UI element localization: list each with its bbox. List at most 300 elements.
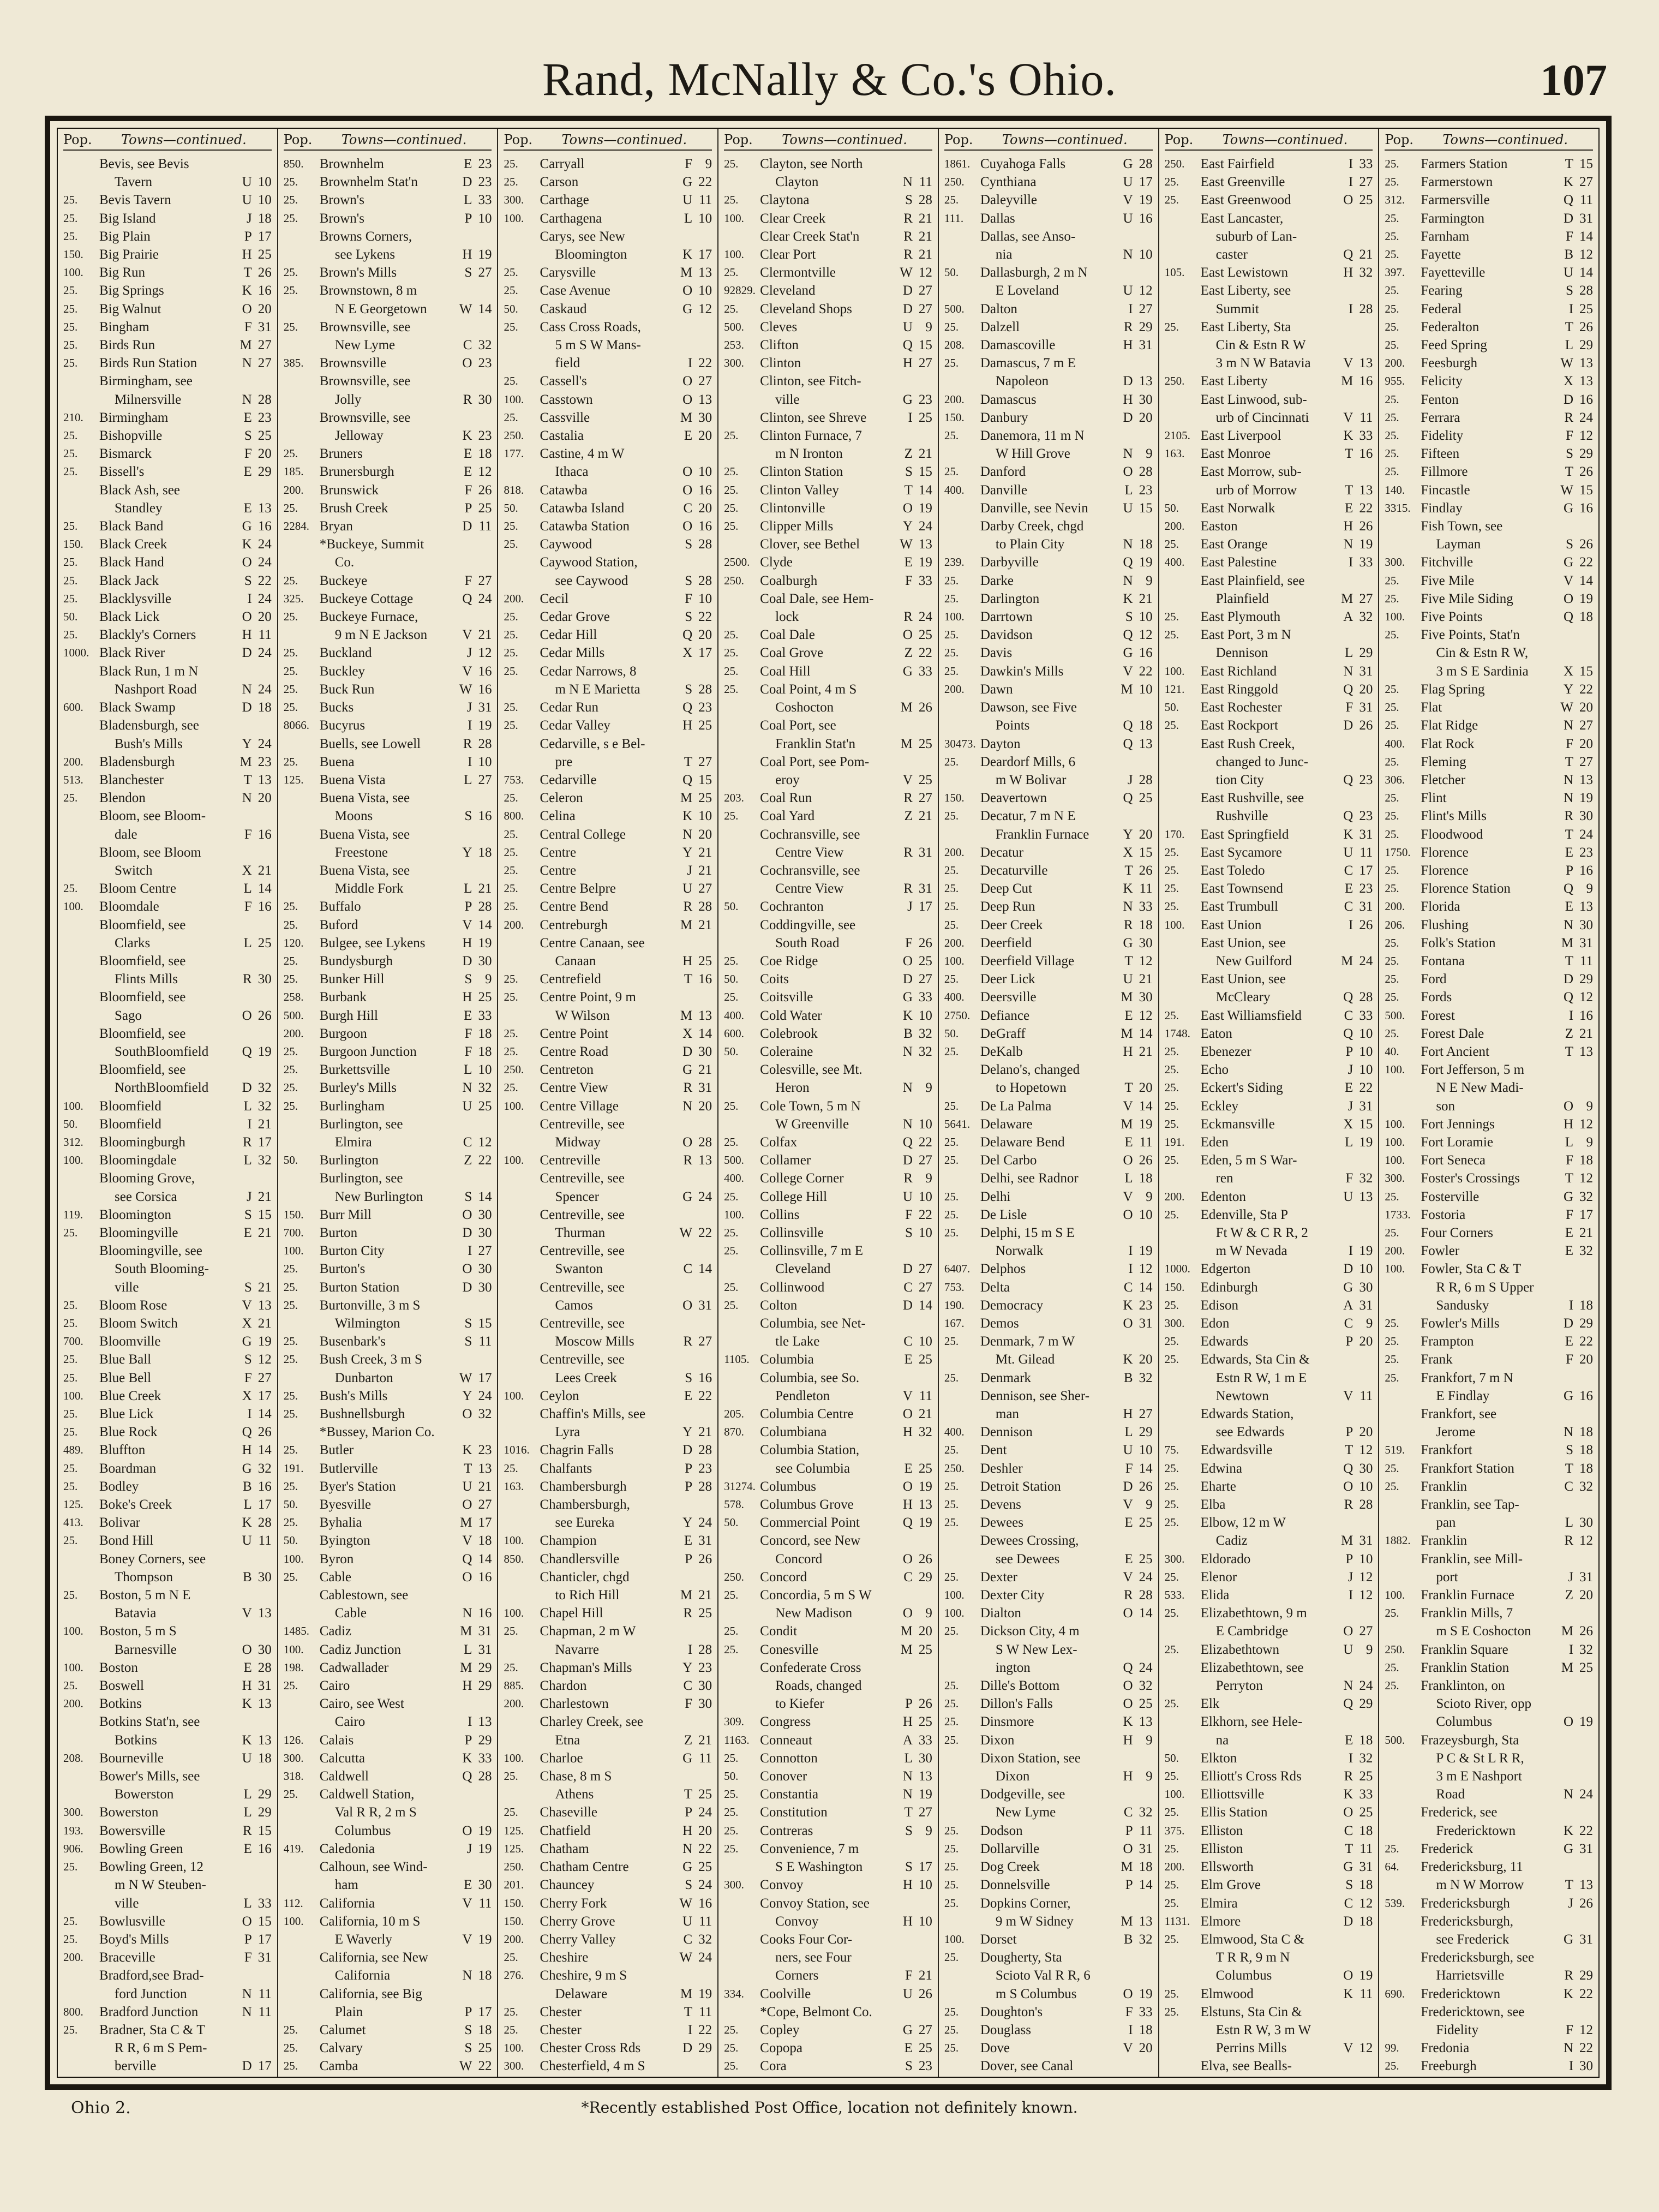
index-entry	[63, 590, 272, 608]
entry-grid-number: 16	[698, 972, 712, 987]
entry-grid-number	[472, 1350, 492, 1368]
entry-grid-letter	[676, 1496, 692, 1514]
entry-grid-letter: H	[1123, 1044, 1133, 1059]
entry-population: 1861.	[944, 157, 971, 170]
entry-population	[724, 372, 760, 390]
entry-grid-number: 33	[1359, 555, 1373, 570]
entry-grid-number: 26	[257, 1425, 272, 1440]
entry-grid-letter: K	[1343, 827, 1353, 842]
entry-grid-letter: C	[1344, 1008, 1353, 1023]
entry-population: 25.	[63, 2023, 78, 2036]
entry-population	[944, 1387, 980, 1405]
entry-name: Bulgee, see Lykens	[319, 935, 426, 950]
index-entry	[944, 300, 1153, 318]
entry-population	[63, 916, 99, 934]
index-entry	[504, 880, 712, 898]
index-entry	[724, 771, 932, 789]
entry-population: 50.	[63, 1117, 78, 1131]
entry-name: Blue Bell	[99, 1370, 152, 1385]
entry-grid-letter: N	[1123, 537, 1133, 552]
index-entry	[63, 264, 272, 282]
entry-name: East Palestine	[1200, 555, 1277, 570]
index-entry	[63, 1713, 272, 1731]
entry-grid-letter: W	[679, 1896, 693, 1911]
entry-name: Bradford,see Brad-	[99, 1968, 204, 1983]
index-entry	[1165, 1948, 1373, 1966]
index-entry	[1165, 988, 1373, 1006]
entry-grid-letter: I	[1348, 555, 1353, 570]
index-entry	[724, 1568, 932, 1586]
entry-population	[63, 1731, 99, 1749]
index-entry	[504, 807, 712, 825]
entry-grid-number: 27	[1359, 1624, 1373, 1639]
index-entry	[1165, 336, 1373, 354]
entry-grid-letter: K	[682, 247, 693, 262]
index-entry	[724, 1332, 932, 1350]
entry-grid-number: 13	[1139, 1914, 1153, 1929]
entry-grid-letter: F	[464, 1026, 472, 1041]
entry-name: Echo	[1200, 1062, 1229, 1078]
entry-name: Chase, 8 m S	[540, 1769, 612, 1784]
entry-grid-number: 24	[1139, 1660, 1153, 1675]
entry-population	[63, 1242, 99, 1260]
entry-grid-letter: D	[1343, 1262, 1353, 1277]
entry-population: 100.	[944, 1588, 965, 1602]
entry-grid-letter: O	[1343, 1805, 1353, 1820]
entry-population	[724, 445, 760, 463]
entry-population: 25.	[504, 266, 518, 279]
entry-grid-letter	[676, 318, 692, 336]
entry-grid-number: 25	[1139, 791, 1153, 806]
entry-name: Birds Run Station	[99, 356, 197, 371]
entry-grid-number: 28	[698, 899, 712, 914]
entry-grid-letter	[236, 716, 252, 734]
entry-grid-letter: H	[1343, 519, 1353, 534]
entry-grid-letter: M	[680, 791, 693, 806]
entry-population: 513.	[63, 773, 83, 786]
entry-grid-number: 20	[698, 627, 712, 643]
entry-name: see Lykens	[334, 247, 396, 262]
entry-name: Deep Cut	[980, 881, 1032, 896]
entry-grid-letter: T	[684, 2004, 693, 2019]
index-entry	[1165, 264, 1373, 282]
entry-grid-letter: P	[464, 899, 472, 914]
entry-name: Eharte	[1200, 1479, 1236, 1494]
index-entry	[944, 1206, 1153, 1224]
entry-grid-letter: T	[1345, 482, 1353, 498]
entry-name: Bruners	[319, 446, 363, 462]
index-entry	[1385, 264, 1593, 282]
entry-name: Bladensburgh, see	[99, 718, 199, 733]
entry-grid-letter	[236, 844, 252, 862]
entry-grid-letter: C	[903, 1334, 913, 1349]
entry-grid-number: 10	[918, 1225, 932, 1240]
entry-grid-number	[252, 1622, 272, 1640]
entry-population	[504, 1350, 540, 1368]
entry-grid-number: 12	[1359, 1569, 1373, 1585]
entry-name: Connotton	[760, 1750, 818, 1766]
entry-name: Brown's	[319, 193, 365, 208]
index-entry	[63, 572, 272, 590]
entry-name: Fearing	[1421, 283, 1463, 298]
entry-grid-number: 30	[698, 1696, 712, 1712]
entry-grid-number: 18	[478, 1533, 492, 1549]
index-entry	[284, 934, 492, 952]
entry-population	[504, 1496, 540, 1514]
entry-grid-letter: T	[684, 1787, 693, 1802]
entry-grid-letter: C	[683, 1932, 693, 1947]
entry-grid-letter: O	[462, 1823, 472, 1838]
entry-grid-letter: K	[1343, 428, 1353, 444]
entry-grid-letter: H	[1123, 338, 1133, 353]
entry-population	[1165, 789, 1201, 807]
entry-name: Newtown	[1215, 1388, 1269, 1403]
entry-grid-letter: P	[1125, 1878, 1133, 1893]
entry-grid-number: 10	[478, 754, 492, 769]
entry-grid-number	[913, 372, 932, 390]
entry-name: Ceylon	[540, 1388, 579, 1403]
entry-grid-number: 28	[698, 537, 712, 552]
entry-name: m S Columbus	[995, 1986, 1077, 2001]
entry-name: Clifton	[760, 338, 799, 353]
entry-grid-number: 16	[478, 663, 492, 679]
entry-grid-letter: O	[462, 1497, 472, 1512]
entry-population: 25.	[283, 954, 298, 967]
entry-name: Dunbarton	[334, 1370, 393, 1385]
entry-grid-number: 14	[257, 881, 272, 896]
entry-grid-letter: T	[1124, 1080, 1133, 1096]
entry-grid-number	[1133, 807, 1153, 825]
entry-grid-letter: K	[1123, 591, 1133, 606]
entry-name: Dewees Crossing,	[980, 1533, 1079, 1549]
entry-population: 2105.	[1164, 429, 1190, 443]
entry-name: Rushville	[1215, 809, 1268, 824]
index-entry	[944, 916, 1153, 934]
entry-grid-letter	[1117, 517, 1133, 535]
index-entry	[1165, 644, 1373, 662]
entry-grid-letter: J	[466, 645, 472, 661]
index-entry	[284, 1622, 492, 1640]
entry-name: Botkins	[115, 1732, 157, 1748]
entry-grid-number: 14	[257, 1443, 272, 1458]
entry-population: 400.	[944, 990, 965, 1004]
index-entry	[63, 191, 272, 209]
entry-name: Elliottsville	[1200, 1787, 1265, 1802]
entry-grid-number: 14	[698, 1026, 712, 1041]
entry-name: Clinton Furnace, 7	[760, 428, 862, 444]
entry-grid-number	[472, 789, 492, 807]
entry-grid-number	[692, 1405, 712, 1423]
entry-grid-number: 26	[1359, 519, 1373, 534]
index-entry	[1165, 1749, 1373, 1767]
entry-grid-letter	[896, 1948, 913, 1966]
index-entry	[504, 608, 712, 626]
entry-population	[284, 862, 320, 880]
entry-grid-number: 26	[698, 1551, 712, 1567]
entry-population: 150.	[63, 537, 83, 551]
entry-name: eroy	[775, 772, 800, 787]
entry-population	[724, 1387, 760, 1405]
entry-grid-number	[1133, 1966, 1153, 1984]
entry-population: 25.	[283, 755, 298, 768]
entry-population	[284, 1858, 320, 1876]
entry-grid-number	[913, 716, 932, 734]
index-entry	[944, 735, 1153, 753]
index-entry	[944, 1423, 1153, 1441]
entry-grid-number: 13	[478, 1714, 492, 1730]
entry-grid-letter: K	[462, 1443, 472, 1458]
index-entry	[1165, 716, 1373, 734]
entry-population: 25.	[63, 320, 78, 333]
index-entry	[504, 952, 712, 970]
entry-grid-letter	[1117, 354, 1133, 372]
index-entry	[724, 1423, 932, 1441]
column-header	[724, 132, 932, 151]
entry-grid-number: 16	[698, 482, 712, 498]
entry-grid-letter: Q	[1123, 718, 1133, 733]
index-entry	[63, 898, 272, 916]
entry-population: 250.	[944, 175, 965, 189]
entry-grid-letter	[896, 1061, 913, 1079]
entry-name: Centreville, see	[540, 1316, 625, 1331]
entry-population: 700.	[283, 1225, 304, 1239]
entry-grid-number	[913, 1369, 932, 1387]
entry-population	[1165, 1966, 1201, 1984]
entry-name: Case Avenue	[540, 283, 610, 298]
entry-grid-number: 11	[478, 519, 492, 534]
entry-grid-number	[1353, 753, 1373, 771]
entry-name: ham	[334, 1878, 358, 1893]
index-entry	[284, 1677, 492, 1695]
entry-population	[1165, 952, 1201, 970]
entry-grid-number: 9	[925, 1823, 932, 1838]
entry-grid-letter: D	[1123, 374, 1133, 389]
entry-population: 25.	[1164, 1117, 1179, 1131]
entry-population: 533.	[1164, 1588, 1185, 1602]
entry-grid-letter: X	[1343, 1116, 1353, 1132]
entry-name: Chanticler, chgd	[540, 1569, 630, 1585]
entry-name: Napoleon	[995, 374, 1049, 389]
entry-name: Cairo, see West	[319, 1696, 404, 1712]
entry-grid-number	[692, 1314, 712, 1332]
entry-grid-letter: O	[242, 1914, 252, 1929]
entry-population	[284, 1188, 320, 1206]
entry-name: Bloomfield, see	[99, 1062, 186, 1078]
entry-grid-letter	[896, 1894, 913, 1912]
entry-grid-letter: G	[1123, 935, 1133, 950]
entry-name: Freestone	[334, 845, 388, 860]
entry-population: 200.	[63, 1697, 83, 1711]
index-entry	[944, 1803, 1153, 1821]
entry-population	[724, 608, 760, 626]
entry-population: 800.	[504, 809, 524, 823]
entry-population: 25.	[504, 827, 518, 841]
entry-name: Bolivar	[99, 1515, 140, 1531]
entry-name: Big Springs	[99, 283, 164, 298]
entry-population: 100.	[724, 248, 744, 261]
entry-grid-number: 21	[918, 1407, 932, 1422]
entry-name: Braceville	[99, 1950, 155, 1965]
entry-grid-number	[1353, 228, 1373, 246]
index-entry	[944, 1659, 1153, 1677]
entry-grid-letter: Y	[682, 845, 693, 860]
entry-population: 2500.	[724, 555, 750, 569]
index-entry	[63, 716, 272, 734]
entry-grid-number: 21	[1139, 1044, 1153, 1059]
entry-name: Sago	[115, 1008, 142, 1023]
entry-name: Centreville, see	[540, 1243, 625, 1259]
entry-grid-number: 23	[478, 175, 492, 190]
index-entry	[724, 572, 932, 590]
entry-grid-letter: O	[1123, 1696, 1133, 1712]
entry-grid-number: 19	[478, 1823, 492, 1838]
entry-grid-number: 25	[257, 935, 272, 950]
index-entry	[944, 662, 1153, 680]
index-entry	[504, 1749, 712, 1767]
entry-population: 150.	[504, 1914, 524, 1928]
column-header-pop: Pop.	[283, 132, 313, 147]
entry-grid-number: 18	[478, 446, 492, 462]
index-entry	[724, 880, 932, 898]
entry-population: 100.	[63, 1389, 83, 1402]
index-entry	[724, 1677, 932, 1695]
entry-population: 100.	[283, 1552, 304, 1565]
entry-grid-letter: M	[460, 1515, 472, 1531]
entry-name: Cedarville	[540, 772, 597, 787]
entry-grid-number: 13	[1359, 356, 1373, 371]
index-entry	[63, 698, 272, 716]
index-entry	[284, 191, 492, 209]
entry-population	[944, 372, 980, 390]
index-entry	[724, 608, 932, 626]
entry-name: Centre Village	[540, 1098, 619, 1114]
index-entry	[284, 354, 492, 372]
entry-name: DeKalb	[980, 1044, 1023, 1059]
entry-population	[63, 1785, 99, 1803]
entry-grid-letter: S	[685, 1370, 693, 1385]
index-entry	[504, 336, 712, 354]
entry-grid-letter: I	[468, 718, 472, 733]
entry-grid-number: 9	[1146, 573, 1153, 588]
entry-population: 25.	[63, 356, 78, 370]
entry-grid-number: 10	[918, 1189, 932, 1204]
entry-grid-letter	[896, 590, 913, 608]
entry-name: Elbow, 12 m W	[1200, 1515, 1286, 1531]
index-entry	[63, 626, 272, 644]
entry-grid-number: 17	[257, 2059, 272, 2074]
entry-grid-letter: E	[243, 410, 252, 425]
entry-grid-letter: L	[464, 772, 472, 787]
entry-name: Cable	[334, 1606, 367, 1621]
index-entry	[724, 898, 932, 916]
entry-grid-letter: S	[685, 1878, 693, 1893]
entry-population	[944, 1532, 980, 1550]
entry-name: Castalia	[540, 428, 584, 444]
entry-grid-number	[252, 952, 272, 970]
entry-grid-number: 27	[918, 1262, 932, 1277]
entry-grid-letter: N	[462, 1968, 472, 1983]
entry-grid-letter: D	[902, 972, 913, 987]
entry-population: 200.	[283, 1026, 304, 1040]
index-entry	[284, 427, 492, 445]
entry-population: 25.	[63, 284, 78, 297]
entry-name: Dalton	[980, 301, 1017, 316]
entry-grid-number: 31	[478, 1624, 492, 1639]
entry-name: Edenton	[1200, 1189, 1246, 1204]
entry-name: Colesville, see Mt.	[760, 1062, 863, 1078]
entry-grid-letter: R	[903, 791, 913, 806]
entry-grid-number: 31	[478, 700, 492, 715]
entry-name: Cassell's	[540, 374, 587, 389]
entry-name: Deerfield	[980, 935, 1032, 950]
index-entry	[63, 1659, 272, 1677]
entry-grid-letter: V	[1343, 410, 1353, 425]
entry-grid-letter	[456, 1912, 472, 1930]
entry-grid-letter: L	[904, 1750, 913, 1766]
entry-grid-letter	[1117, 698, 1133, 716]
entry-name: Big Walnut	[99, 301, 161, 316]
entry-grid-letter: N	[902, 1769, 913, 1784]
entry-name: Caskaud	[540, 301, 587, 316]
entry-name: Convoy Station, see	[760, 1896, 870, 1911]
index-entry	[284, 862, 492, 880]
entry-population: 25.	[504, 791, 518, 805]
entry-grid-number	[1353, 282, 1373, 300]
entry-grid-letter: R	[1123, 917, 1133, 932]
entry-population	[63, 862, 99, 880]
entry-population: 150.	[504, 1896, 524, 1910]
index-entry	[944, 336, 1153, 354]
entry-grid-letter: R	[903, 247, 913, 262]
index-entry	[1385, 282, 1593, 300]
entry-grid-number	[1353, 1206, 1373, 1224]
entry-grid-letter: R	[683, 1153, 693, 1168]
index-entry	[504, 427, 712, 445]
entry-population: 25.	[944, 1225, 959, 1239]
entry-name: Bloomington	[99, 1207, 171, 1222]
entry-grid-number: 21	[257, 1116, 272, 1132]
entry-grid-letter	[1117, 264, 1133, 282]
entry-grid-letter: K	[1343, 1986, 1353, 2001]
index-entry	[724, 2021, 932, 2039]
index-entry	[504, 1043, 712, 1061]
entry-population: 50.	[944, 1026, 959, 1040]
index-entry	[724, 318, 932, 336]
entry-grid-number: 15	[1139, 500, 1153, 516]
entry-population	[724, 1260, 760, 1278]
entry-name: Calvary	[319, 2041, 363, 2056]
index-entry	[944, 1496, 1153, 1514]
entry-name: m N E Marietta	[555, 681, 640, 697]
entry-grid-number: 31	[698, 1298, 712, 1313]
entry-grid-number: 21	[698, 1425, 712, 1440]
entry-grid-letter	[1117, 1894, 1133, 1912]
entry-grid-letter: F	[685, 1696, 693, 1712]
entry-grid-letter: D	[462, 1280, 472, 1295]
index-entry	[944, 1677, 1153, 1695]
entry-population	[724, 2003, 760, 2021]
index-entry	[284, 1822, 492, 1840]
entry-name: Bryan	[319, 519, 353, 534]
entry-grid-letter	[456, 1985, 472, 2003]
entry-population: 25.	[504, 1461, 518, 1475]
entry-name: East Ringgold	[1200, 681, 1278, 697]
index-entry	[1165, 155, 1373, 173]
entry-grid-number: 11	[699, 2004, 712, 2019]
entry-population: 25.	[724, 2041, 739, 2055]
entry-grid-letter	[1337, 1151, 1353, 1169]
entry-name: Buckland	[319, 645, 372, 661]
